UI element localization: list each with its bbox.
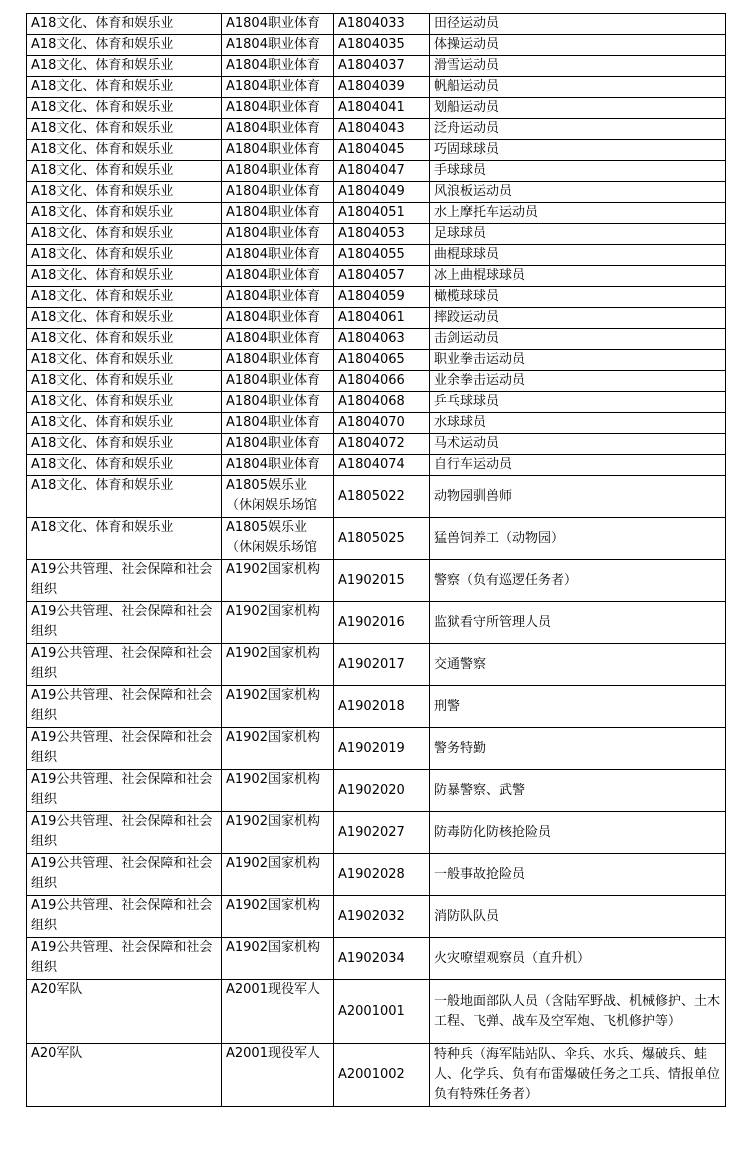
code-cell: A1804047 [334, 161, 430, 182]
table-row [27, 980, 726, 1044]
category-cell: A1804职业体育 [222, 119, 334, 140]
industry-cell: A19公共管理、社会保障和社会组织 [27, 770, 222, 812]
industry-cell: A19公共管理、社会保障和社会组织 [27, 812, 222, 854]
table-row [27, 203, 726, 224]
category-cell: A1902国家机构 [222, 728, 334, 770]
category-cell: A1804职业体育 [222, 287, 334, 308]
industry-cell: A18文化、体育和娱乐业 [27, 56, 222, 77]
category-cell: A2001现役军人 [222, 980, 334, 1044]
industry-cell: A18文化、体育和娱乐业 [27, 224, 222, 245]
industry-cell: A18文化、体育和娱乐业 [27, 77, 222, 98]
code-cell: A1902028 [334, 854, 430, 896]
industry-cell: A19公共管理、社会保障和社会组织 [27, 686, 222, 728]
occupation-cell: 火灾嘹望观察员（直升机） [430, 938, 726, 980]
industry-cell: A20军队 [27, 980, 222, 1044]
category-cell: A1804职业体育 [222, 56, 334, 77]
code-cell: A1804074 [334, 455, 430, 476]
code-cell: A1804066 [334, 371, 430, 392]
industry-cell: A18文化、体育和娱乐业 [27, 518, 222, 560]
code-cell: A1805025 [334, 518, 430, 560]
code-cell: A1804035 [334, 35, 430, 56]
industry-cell: A18文化、体育和娱乐业 [27, 287, 222, 308]
category-cell: A1804职业体育 [222, 308, 334, 329]
code-cell: A1804037 [334, 56, 430, 77]
code-cell: A1804041 [334, 98, 430, 119]
code-cell: A1902018 [334, 686, 430, 728]
industry-cell: A18文化、体育和娱乐业 [27, 182, 222, 203]
code-cell: A2001002 [334, 1044, 430, 1107]
table-row [27, 329, 726, 350]
table-row [27, 896, 726, 938]
industry-cell: A18文化、体育和娱乐业 [27, 203, 222, 224]
occupation-cell: 警务特勤 [430, 728, 726, 770]
industry-cell: A18文化、体育和娱乐业 [27, 392, 222, 413]
occupation-cell: 乒乓球球员 [430, 392, 726, 413]
industry-cell: A19公共管理、社会保障和社会组织 [27, 896, 222, 938]
table-row [27, 938, 726, 980]
industry-cell: A18文化、体育和娱乐业 [27, 35, 222, 56]
table-row [27, 371, 726, 392]
industry-cell: A19公共管理、社会保障和社会组织 [27, 644, 222, 686]
category-cell: A1902国家机构 [222, 644, 334, 686]
table-row [27, 245, 726, 266]
industry-cell: A18文化、体育和娱乐业 [27, 476, 222, 518]
occupation-cell: 泛舟运动员 [430, 119, 726, 140]
occupation-cell: 滑雪运动员 [430, 56, 726, 77]
table-row [27, 644, 726, 686]
occupation-cell: 击剑运动员 [430, 329, 726, 350]
code-cell: A1902016 [334, 602, 430, 644]
table-row [27, 161, 726, 182]
table-row [27, 770, 726, 812]
code-cell: A1804055 [334, 245, 430, 266]
industry-cell: A18文化、体育和娱乐业 [27, 266, 222, 287]
category-cell: A1902国家机构 [222, 602, 334, 644]
code-cell: A1804059 [334, 287, 430, 308]
category-cell: A1804职业体育 [222, 77, 334, 98]
table-row [27, 413, 726, 434]
occupation-cell: 水球球员 [430, 413, 726, 434]
code-cell: A1902032 [334, 896, 430, 938]
industry-cell: A18文化、体育和娱乐业 [27, 98, 222, 119]
table-row [27, 434, 726, 455]
category-cell: A1804职业体育 [222, 203, 334, 224]
category-cell: A1804职业体育 [222, 266, 334, 287]
table-row [27, 35, 726, 56]
category-cell: A1804职业体育 [222, 98, 334, 119]
occupation-cell: 防毒防化防核抢险员 [430, 812, 726, 854]
category-cell: A1804职业体育 [222, 329, 334, 350]
table-row [27, 350, 726, 371]
industry-cell: A18文化、体育和娱乐业 [27, 245, 222, 266]
category-cell: A1902国家机构 [222, 560, 334, 602]
occupation-cell: 足球球员 [430, 224, 726, 245]
code-cell: A1804051 [334, 203, 430, 224]
occupation-cell: 体操运动员 [430, 35, 726, 56]
occupation-cell: 警察（负有巡逻任务者） [430, 560, 726, 602]
table-row [27, 560, 726, 602]
table-row [27, 140, 726, 161]
industry-cell: A18文化、体育和娱乐业 [27, 161, 222, 182]
occupation-cell: 水上摩托车运动员 [430, 203, 726, 224]
industry-cell: A19公共管理、社会保障和社会组织 [27, 728, 222, 770]
code-cell: A1902020 [334, 770, 430, 812]
table-row [27, 854, 726, 896]
code-cell: A1902034 [334, 938, 430, 980]
code-cell: A1902019 [334, 728, 430, 770]
table-row [27, 56, 726, 77]
industry-cell: A18文化、体育和娱乐业 [27, 308, 222, 329]
category-cell: A1804职业体育 [222, 455, 334, 476]
industry-cell: A18文化、体育和娱乐业 [27, 329, 222, 350]
code-cell: A1902017 [334, 644, 430, 686]
category-cell: A1902国家机构 [222, 812, 334, 854]
code-cell: A1804039 [334, 77, 430, 98]
occupation-cell: 刑警 [430, 686, 726, 728]
category-cell: A1804职业体育 [222, 245, 334, 266]
code-cell: A1804061 [334, 308, 430, 329]
table-row [27, 455, 726, 476]
occupation-cell: 职业拳击运动员 [430, 350, 726, 371]
table-row [27, 224, 726, 245]
occupation-table [26, 13, 726, 1107]
table-row [27, 1044, 726, 1107]
category-cell: A1804职业体育 [222, 434, 334, 455]
occupation-cell: 曲棍球球员 [430, 245, 726, 266]
category-cell: A2001现役军人 [222, 1044, 334, 1107]
code-cell: A1804065 [334, 350, 430, 371]
industry-cell: A18文化、体育和娱乐业 [27, 434, 222, 455]
table-row [27, 686, 726, 728]
table-row [27, 518, 726, 560]
industry-cell: A20军队 [27, 1044, 222, 1107]
occupation-cell: 监狱看守所管理人员 [430, 602, 726, 644]
occupation-cell: 马术运动员 [430, 434, 726, 455]
occupation-cell: 消防队队员 [430, 896, 726, 938]
category-cell: A1804职业体育 [222, 35, 334, 56]
table-row [27, 14, 726, 35]
industry-cell: A18文化、体育和娱乐业 [27, 140, 222, 161]
category-cell: A1804职业体育 [222, 140, 334, 161]
category-cell: A1805娱乐业（休闲娱乐场馆 [222, 476, 334, 518]
occupation-cell: 巧固球球员 [430, 140, 726, 161]
table-row [27, 812, 726, 854]
code-cell: A1804057 [334, 266, 430, 287]
occupation-cell: 一般事故抢险员 [430, 854, 726, 896]
industry-cell: A19公共管理、社会保障和社会组织 [27, 938, 222, 980]
table-row [27, 287, 726, 308]
industry-cell: A18文化、体育和娱乐业 [27, 455, 222, 476]
code-cell: A1804043 [334, 119, 430, 140]
code-cell: A1902027 [334, 812, 430, 854]
table-row [27, 77, 726, 98]
table-row [27, 182, 726, 203]
occupation-cell: 业余拳击运动员 [430, 371, 726, 392]
code-cell: A1804068 [334, 392, 430, 413]
industry-cell: A18文化、体育和娱乐业 [27, 119, 222, 140]
table-row [27, 728, 726, 770]
industry-cell: A18文化、体育和娱乐业 [27, 14, 222, 35]
category-cell: A1804职业体育 [222, 350, 334, 371]
category-cell: A1804职业体育 [222, 413, 334, 434]
table-row [27, 98, 726, 119]
occupation-cell: 橄榄球球员 [430, 287, 726, 308]
category-cell: A1902国家机构 [222, 686, 334, 728]
code-cell: A1804070 [334, 413, 430, 434]
category-cell: A1804职业体育 [222, 224, 334, 245]
occupation-cell: 摔跤运动员 [430, 308, 726, 329]
code-cell: A1804049 [334, 182, 430, 203]
code-cell: A1805022 [334, 476, 430, 518]
occupation-cell: 划船运动员 [430, 98, 726, 119]
table-row [27, 602, 726, 644]
category-cell: A1902国家机构 [222, 896, 334, 938]
industry-cell: A19公共管理、社会保障和社会组织 [27, 602, 222, 644]
table-row [27, 119, 726, 140]
occupation-cell: 帆船运动员 [430, 77, 726, 98]
category-cell: A1804职业体育 [222, 392, 334, 413]
code-cell: A1804063 [334, 329, 430, 350]
category-cell: A1805娱乐业（休闲娱乐场馆 [222, 518, 334, 560]
occupation-cell: 田径运动员 [430, 14, 726, 35]
category-cell: A1804职业体育 [222, 14, 334, 35]
table-row [27, 308, 726, 329]
category-cell: A1804职业体育 [222, 182, 334, 203]
occupation-cell: 猛兽饲养工（动物园） [430, 518, 726, 560]
occupation-table-body [27, 14, 726, 1107]
occupation-cell: 交通警察 [430, 644, 726, 686]
occupation-cell: 一般地面部队人员（含陆军野战、机械修护、土木工程、飞弹、战车及空军炮、飞机修护等） [430, 980, 726, 1044]
occupation-cell: 风浪板运动员 [430, 182, 726, 203]
industry-cell: A18文化、体育和娱乐业 [27, 413, 222, 434]
category-cell: A1902国家机构 [222, 854, 334, 896]
category-cell: A1804职业体育 [222, 161, 334, 182]
occupation-cell: 冰上曲棍球球员 [430, 266, 726, 287]
category-cell: A1804职业体育 [222, 371, 334, 392]
industry-cell: A18文化、体育和娱乐业 [27, 371, 222, 392]
code-cell: A1902015 [334, 560, 430, 602]
occupation-cell: 动物园驯兽师 [430, 476, 726, 518]
category-cell: A1902国家机构 [222, 770, 334, 812]
occupation-cell: 手球球员 [430, 161, 726, 182]
industry-cell: A19公共管理、社会保障和社会组织 [27, 854, 222, 896]
industry-cell: A18文化、体育和娱乐业 [27, 350, 222, 371]
code-cell: A2001001 [334, 980, 430, 1044]
code-cell: A1804045 [334, 140, 430, 161]
code-cell: A1804033 [334, 14, 430, 35]
industry-cell: A19公共管理、社会保障和社会组织 [27, 560, 222, 602]
category-cell: A1902国家机构 [222, 938, 334, 980]
occupation-cell: 防暴警察、武警 [430, 770, 726, 812]
code-cell: A1804072 [334, 434, 430, 455]
table-row [27, 392, 726, 413]
occupation-cell: 特种兵（海军陆站队、伞兵、水兵、爆破兵、蛙人、化学兵、负有布雷爆破任务之工兵、情报单位负有特殊任务者） [430, 1044, 726, 1107]
table-row [27, 266, 726, 287]
occupation-cell: 自行车运动员 [430, 455, 726, 476]
table-row [27, 476, 726, 518]
code-cell: A1804053 [334, 224, 430, 245]
